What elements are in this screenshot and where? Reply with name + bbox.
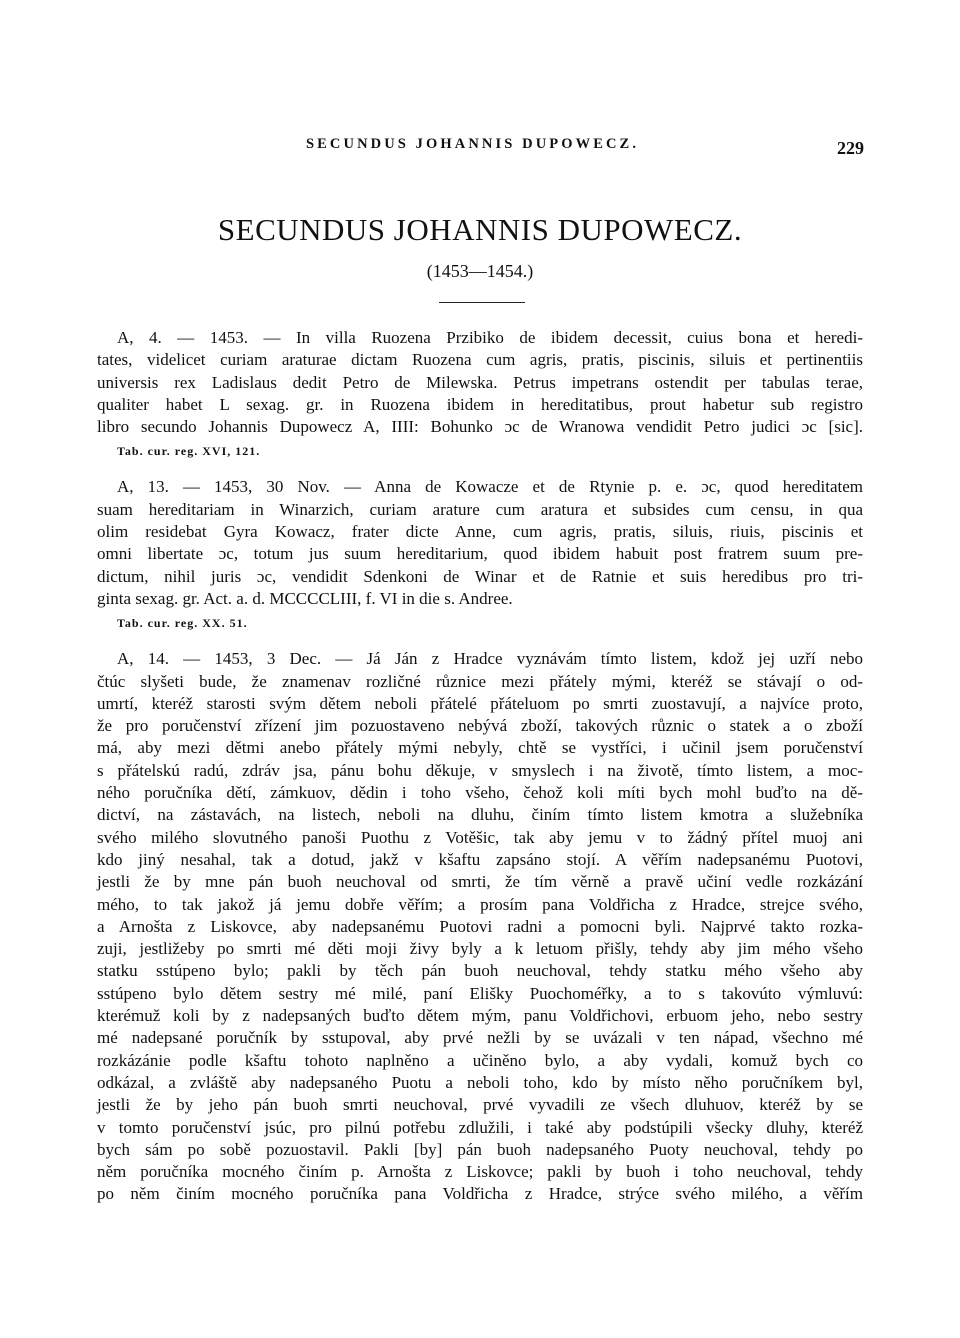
entry-line: tates, videlicet curiam araturae dictam Ruozena cum agris, pratis, piscinis, siluis et pertinentiis xyxy=(97,350,863,370)
entry-line: jestli že by jeho pán buoh smrti neuchoval, prvé vyvadili ze všech dluhuov, kteréž by se xyxy=(97,1095,863,1115)
entry-line: odkázal, a zvláště aby nadepsaného Puotu a neboli toho, kdo by místo něho poručníkem byl, xyxy=(97,1072,863,1092)
entry-line: rozkázánie podle kšaftu tohoto naplněno a učiněno bylo, a aby vydali, komuž bych co xyxy=(97,1050,863,1070)
entry-line: kdo jiný nesahal, tak a dotud, jakž v kšaftu zapsáno stojí. A věřím nadepsanému Puotovi, xyxy=(97,849,863,869)
entry-line: a Arnošta z Liskovce, aby nadepsanému Puotovi radni a pomocni byli. Najprvé takto rozka- xyxy=(97,916,863,936)
entry-line: sstúpeno bylo dětem sestry mé milé, paní Elišky Puochoméřky, a to s takovúto výmluvú: xyxy=(97,983,863,1003)
entry-line: mého, to tak jakož já jemu dobře věřím; a prosím pana Voldřicha z Hradce, strejce svého, xyxy=(97,894,863,914)
running-head xyxy=(0,136,960,160)
running-head-title: SECUNDUS JOHANNIS DUPOWECZ. xyxy=(306,136,640,152)
entry-line: mé nadepsané poručník by sstupoval, aby prvé nežli by se uvázali v ten nápad, všechno mé xyxy=(97,1028,863,1048)
entry-line: qualiter habet L sexag. gr. in Ruozena ibidem in hereditatibus, prout habetur sub registro xyxy=(97,394,863,414)
section-title: SECUNDUS JOHANNIS DUPOWECZ. xyxy=(217,212,743,247)
entry-line: bych sám po sobě pozuostavil. Pakli [by] pán buoh nadepsaného Puoty neuchoval, tehdy po xyxy=(97,1139,863,1159)
entry-line: s přátelskú radú, zdráv jsa, pánu bohu děkuje, v smyslech i na životě, tímto listem, a moc- xyxy=(97,760,863,780)
entry-line: svého milého slovutného panoši Puothu z Votěšic, tak aby jemu v to žádný přítel muoj ani xyxy=(97,827,863,847)
entry-a14 xyxy=(97,648,863,1205)
entry-line: statku sstúpeno bylo; pakli by těch pán buoh neuchoval, tehdy statku mého všeho aby xyxy=(97,961,863,981)
entry-line: že pro poručenství zřízení jim pozuostaveno nebývá zboží, takových různic o statek a o zboží xyxy=(97,716,863,736)
entry-line: v tomto poručenství jsúc, pro pilnú potřebu zdlužili, i také aby podstúpili všecky dluhy, kteréž xyxy=(97,1117,863,1137)
title-divider xyxy=(439,302,525,303)
entry-line: omni libertate ɔc, totum jus suum hereditarium, quod ibidem habuit post fratrem suum pre- xyxy=(97,544,863,564)
entry-line: čtúc slyšeti bude, že znamenav rozličné různice mezi přátely mými, kteréž se stávají o od- xyxy=(97,671,863,691)
section-years: (1453—1454.) xyxy=(426,261,534,281)
entry-line: ného poručníka dětí, zámkuov, dědin i toho všeho, čehož koli míti bych mohl buďto na dě- xyxy=(97,783,863,803)
entry-spacer xyxy=(97,633,863,648)
entry-line: umrtí, kteréž starosti svým dětem neboli přátelé přáteluom po smrti zuostavují, a najvíce proto, xyxy=(97,693,863,713)
body-text xyxy=(97,327,863,1206)
entry-line: olim residebat Gyra Kowacz, frater dicte Anne, cum agris, pratis, siluis, riuis, piscinis et xyxy=(97,522,863,542)
entry-line: ginta sexag. gr. Act. a. d. MCCCCLIII, f. VI in die s. Andree. xyxy=(97,588,513,608)
entry-line: suam hereditariam in Winarzich, curiam arature cum aratura et subsides cum censu, in qua xyxy=(97,499,863,519)
entry-line: kterémuž koli by z nadepsaných buďto dětem mým, panu Voldřichovi, erbuom jeho, nebo sestry xyxy=(97,1006,863,1026)
entry-reference: Tab. cur. reg. XX. 51. xyxy=(117,616,248,631)
entry-line: dictví, na zástavách, na listech, neboli na dluhu, činím tímto listem kmotra a služebníka xyxy=(97,805,863,825)
entry-line: A, 13. — 1453, 30 Nov. — Anna de Kowacze et de Rtynie p. e. ɔc, quod hereditatem xyxy=(117,477,863,497)
entry-line: má, aby mezi dětmi anebo přátely mými nebyly, chtě se vystříci, i učinil jsem poručenství xyxy=(97,738,863,758)
entry-line: po něm činím mocného poručníka pana Voldřicha z Hradce, strýce svého milého, a věřím xyxy=(97,1184,863,1204)
entry-line: jestli že by mne pán buoh neuchoval od smrti, že tím věrně a pravě učiní vedle rozkázání xyxy=(97,872,863,892)
entry-reference: Tab. cur. reg. XVI, 121. xyxy=(117,444,261,459)
entry-spacer xyxy=(97,461,863,476)
entry-line: A, 14. — 1453, 3 Dec. — Já Ján z Hradce vyznávám tímto listem, kdož jej uzří nebo xyxy=(117,649,863,669)
entry-line: zuji, jestližeby po smrti mé děti moji živy byly a k letuom přišly, tehdy aby jim mého všeho xyxy=(97,939,863,959)
entry-line: něm poručníka mocného činím p. Arnošta z Liskovce; pakli by buoh i toho neuchoval, tehdy xyxy=(97,1162,863,1182)
entry-a13 xyxy=(97,476,863,633)
entry-line: universis rex Ladislaus dedit Petro de Milewska. Petrus impetrans ostendit per tabulas terae, xyxy=(97,372,863,392)
entry-line: libro secundo Johannis Dupowecz A, IIII: Bohunko ɔc de Wranowa vendidit Petro judici ɔc [sic]. xyxy=(97,417,863,437)
entry-line: dictum, nihil juris ɔc, vendidit Sdenkoni de Winar et de Ratnie et suis heredibus pro tri- xyxy=(97,566,863,586)
page-number: 229 xyxy=(837,138,864,158)
entry-line: A, 4. — 1453. — In villa Ruozena Przibiko de ibidem decessit, cuius bona et heredi- xyxy=(117,328,863,347)
entry-a4 xyxy=(97,327,863,461)
